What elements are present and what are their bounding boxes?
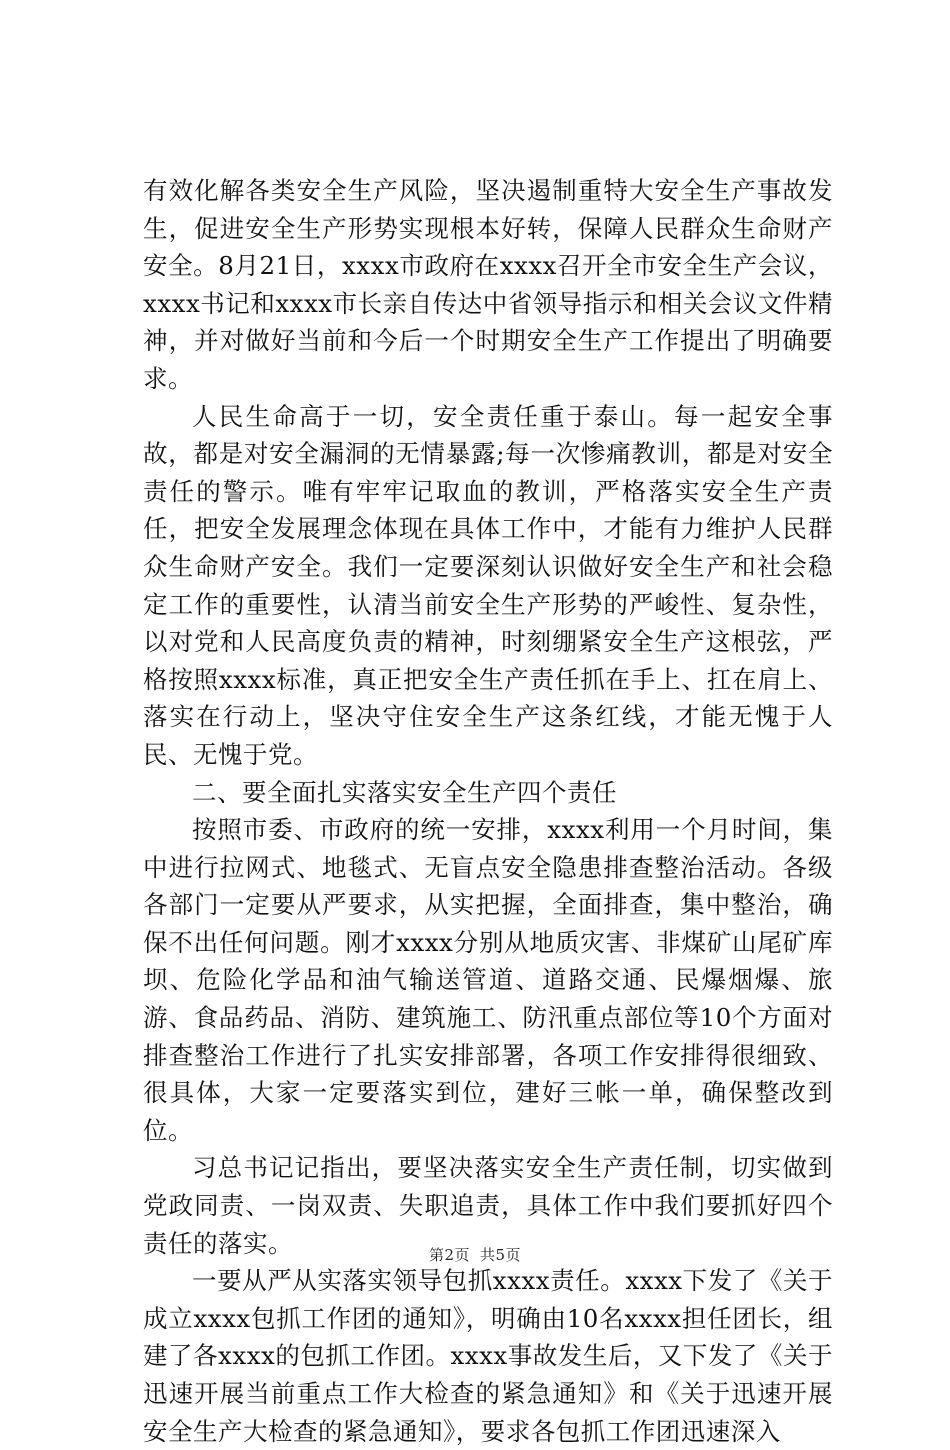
section-heading-two: 二、要全面扎实落实安全生产四个责任 — [192, 777, 617, 807]
paragraph-responsibility-system: 习总书记记指出，要坚决落实安全生产责任制，切实做到党政同责、一岗双责、失职追责，具体工作中我们要抓好四个责任的落实。 — [143, 1153, 833, 1258]
page-footer — [0, 1245, 950, 1265]
page-total: 共5页 — [480, 1246, 522, 1264]
page-number: 第2页 — [428, 1246, 470, 1264]
paragraph-safety-responsibility: 人民生命高于一切，安全责任重于泰山。每一起安全事故，都是对安全漏洞的无情暴露;每一次惨痛教训，都是对安全责任的警示。唯有牢牢记取血的教训，严格落实安全生产责任，把安全发展理念体现在具体工作中，才能有力维护人民群众生命财产安全。我们一定要深刻认识做好安全生产和社会稳定工作的重要性，认清当前安全生产形势的严峻性、复杂性，以对党和人民高度负责的精神，时刻绷紧安全生产这根弦，严格按照xxxx标准，真正把安全生产责任抓在手上、扛在肩上、落实在行动上，坚决守住安全生产这条红线，才能无愧于人民、无愧于党。 — [143, 401, 833, 769]
paragraph-inspection-plan: 按照市委、市政府的统一安排，xxxx利用一个月时间，集中进行拉网式、地毯式、无盲点安全隐患排查整治活动。各级各部门一定要从严要求，从实把握，全面排查，集中整治，确保不出任何问题。刚才xxxx分别从地质灾害、非煤矿山尾矿库坝、危险化学品和油气输送管道、道路交通、民爆烟爆、旅游、食品药品、消防、建筑施工、防汛重点部位等10个方面对排查整治工作进行了扎实安排部署，各项工作安排得很细致、很具体，大家一定要落实到位，建好三帐一单，确保整改到位。 — [143, 815, 833, 1145]
paragraph-leadership-responsibility: 一要从严从实落实领导包抓xxxx责任。xxxx下发了《关于成立xxxx包抓工作团的通知》，明确由10名xxxx担任团长，组建了各xxxx的包抓工作团。xxxx事故发生后，又下发了《关于迅速开展当前重点工作大检查的紧急通知》和《关于迅速开展安全生产大检查的紧急通知》，要求各包抓工作团迅速深入 — [143, 1266, 833, 1446]
paragraph-continued: 有效化解各类安全生产风险，坚决遏制重特大安全生产事故发生，促进安全生产形势实现根本好转，保障人民群众生命财产安全。8月21日，xxxx市政府在xxxx召开全市安全生产会议，xxxx书记和xxxx市长亲自传达中省领导指示和相关会议文件精神，并对做好当前和今后一个时期安全生产工作提出了明确要求。 — [143, 176, 833, 393]
